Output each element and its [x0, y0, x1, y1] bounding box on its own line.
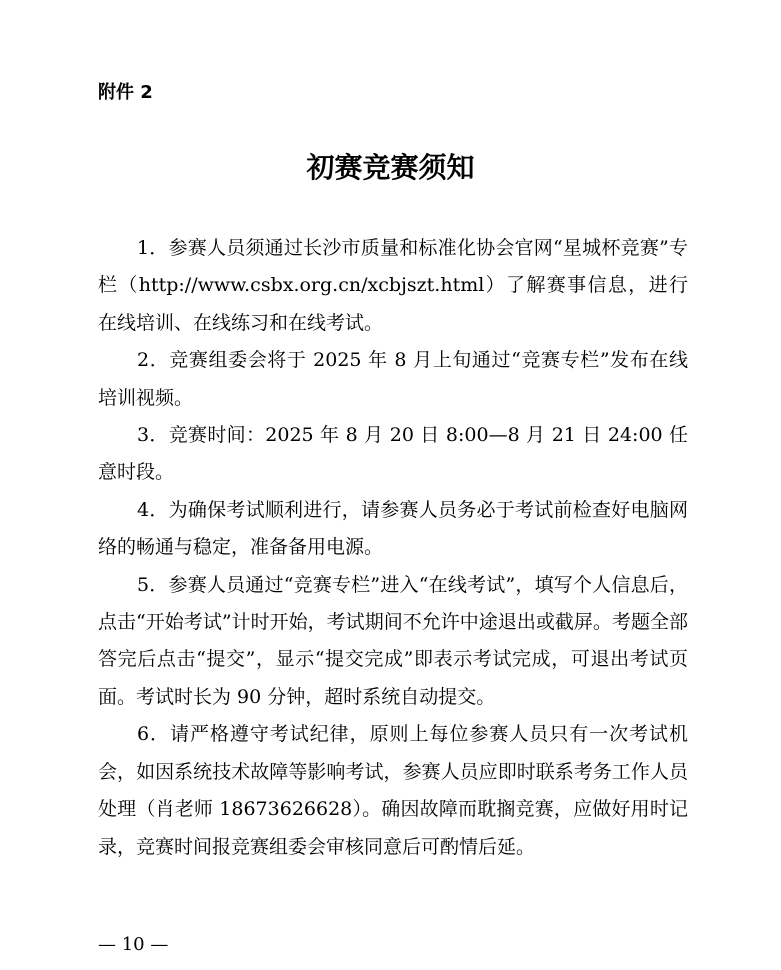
paragraph-5: 5．参赛人员通过“竞赛专栏”进入“在线考试”，填写个人信息后，点击“开始考试”计时开始，考试期间不允许中途退出或截屏。考题全部答完后点击“提交”，显示“提交完成”即表示考试完成，可退出考试页面。考试时长为 90 分钟，超时系统自动提交。 — [98, 573, 688, 708]
attachment-label: 附件 2 — [98, 82, 153, 103]
paragraph-1: 1．参赛人员须通过长沙市质量和标准化协会官网“星城杯竞赛”专栏（http://www.csbx.org.cn/xcbjszt.html）了解赛事信息，进行在线培训、在线练习和在线考试。 — [98, 237, 688, 334]
paragraph-4: 4．为确保考试顺利进行，请参赛人员务必于考试前检查好电脑网络的畅通与稳定，准备备用电源。 — [98, 498, 688, 559]
paragraph-6: 6．请严格遵守考试纪律，原则上每位参赛人员只有一次考试机会，如因系统技术故障等影响考试，参赛人员应即时联系考务工作人员处理（肖老师 18673626628）。确因故障而耽搁竞赛，应做好用时记录，竞赛时间报竞赛组委会审核同意后可酌情后延。 — [98, 723, 688, 858]
page-title: 初赛竞赛须知 — [306, 151, 475, 184]
notice-body — [98, 230, 688, 866]
page-number: — 10 — — [98, 934, 169, 955]
paragraph-2: 2．竞赛组委会将于 2025 年 8 月上旬通过“竞赛专栏”发布在线培训视频。 — [98, 349, 688, 409]
paragraph-3: 3．竞赛时间：2025 年 8 月 20 日 8:00—8 月 21 日 24:00 任意时段。 — [98, 424, 688, 484]
